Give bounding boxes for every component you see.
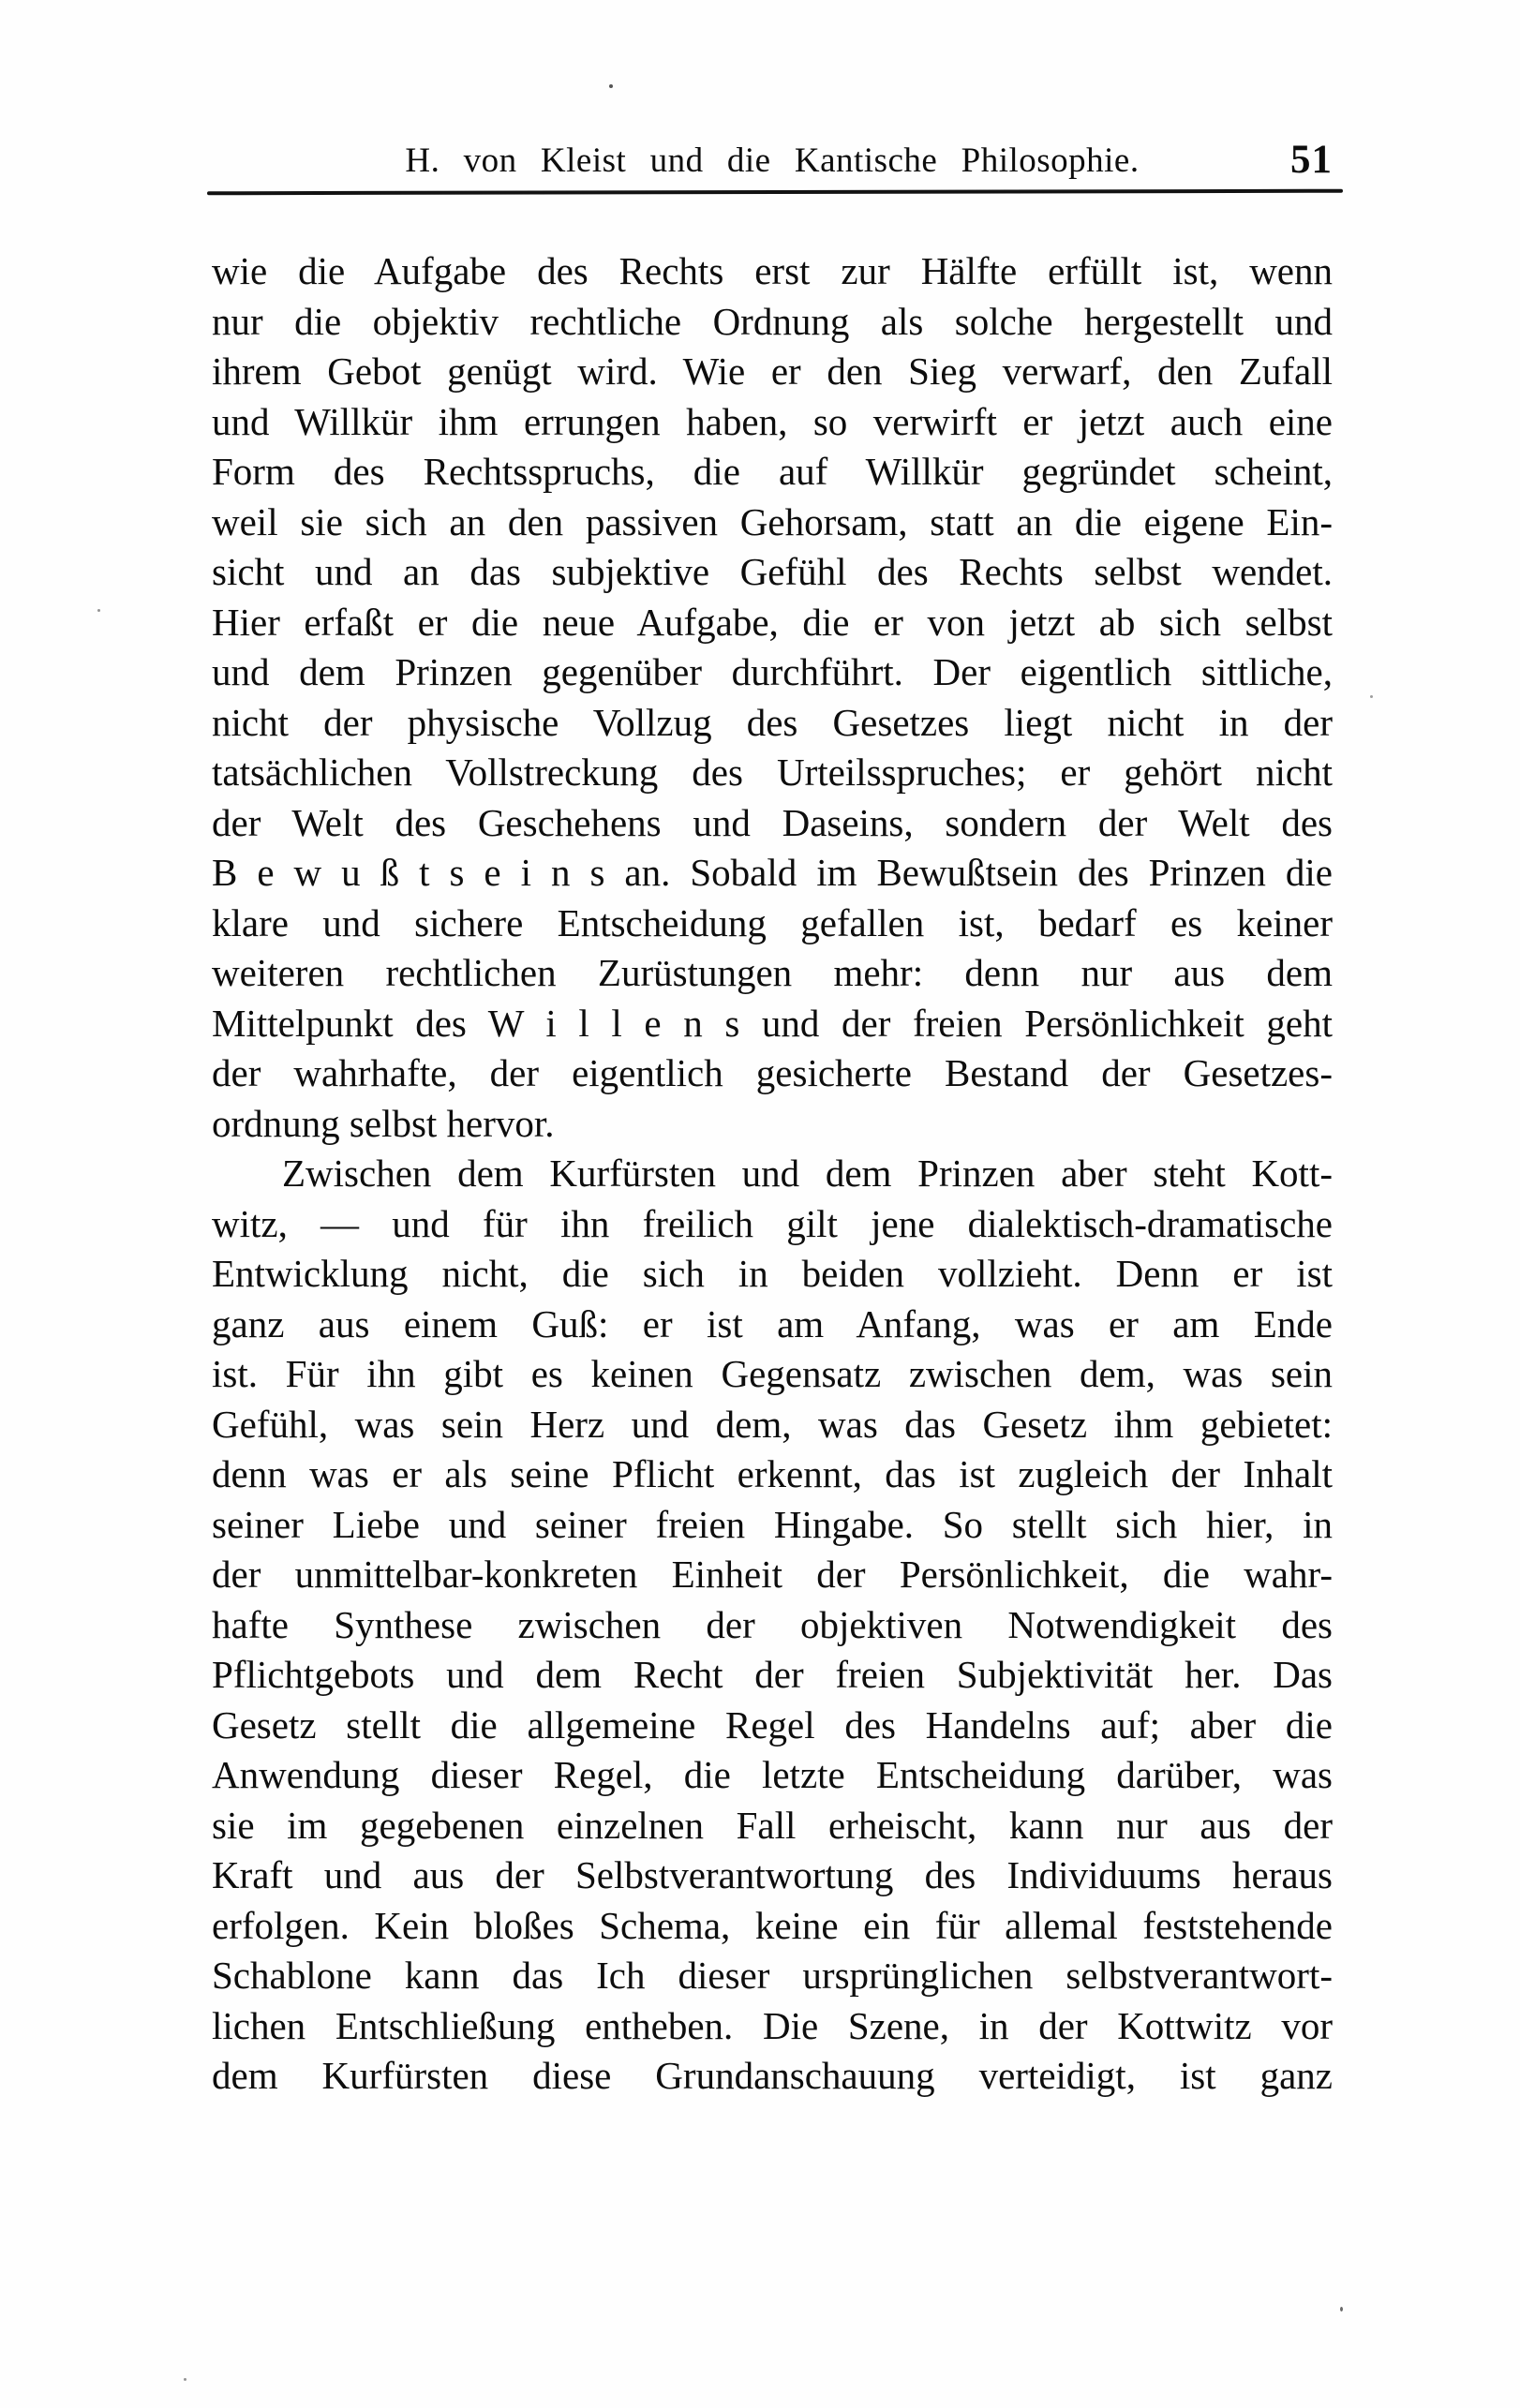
text-line: ist. Für ihn gibt es keinen Gegensatz zwischen dem, was sein: [212, 1352, 1333, 1395]
text-line: der Welt des Geschehens und Daseins, sondern der Welt des: [212, 800, 1333, 844]
text-line: Schablone kann das Ich dieser ursprünglichen selbstverantwort-: [212, 1954, 1333, 1997]
text-line: und Willkür ihm errungen haben, so verwirft er jetzt auch eine: [212, 399, 1333, 443]
page-body: [212, 246, 1333, 2102]
page-number: 51: [1290, 138, 1333, 182]
text-line: witz, — und für ihn freilich gilt jene dialektisch-dramatische: [212, 1201, 1333, 1245]
text-line: Form des Rechtsspruchs, die auf Willkür gegründet scheint,: [212, 450, 1333, 493]
text-line: ordnung selbst hervor.: [212, 1101, 555, 1145]
scan-speck: [609, 84, 613, 88]
text-line: lichen Entschließung entheben. Die Szene, in der Kottwitz vor: [212, 2003, 1333, 2047]
scan-speck: [97, 609, 100, 612]
text-line: ihrem Gebot genügt wird. Wie er den Sieg verwarf, den Zufall: [212, 349, 1333, 393]
scan-speck: [1340, 2307, 1343, 2311]
text-line: Kraft und aus der Selbstverantwortung des Individuums heraus: [212, 1853, 1333, 1896]
text-line: dem Kurfürsten diese Grundanschauung verteidigt, ist ganz: [212, 2054, 1333, 2097]
running-header-title: H. von Kleist und die Kantische Philosophie.: [405, 141, 1140, 180]
text-line: Entwicklung nicht, die sich in beiden vollzieht. Denn er ist: [212, 1252, 1333, 1295]
scan-speck: [1370, 695, 1373, 698]
text-line: sicht und an das subjektive Gefühl des Rechts selbst wendet.: [212, 550, 1333, 593]
text-line: weil sie sich an den passiven Gehorsam, statt an die eigene Ein-: [212, 499, 1333, 543]
text-line: Zwischen dem Kurfürsten und dem Prinzen aber steht Kott-: [282, 1152, 1333, 1195]
scan-speck: [184, 2378, 186, 2381]
text-line: denn was er als seine Pflicht erkennt, das ist zugleich der Inhalt: [212, 1452, 1333, 1495]
text-line: Gefühl, was sein Herz und dem, was das Gesetz ihm gebietet:: [212, 1402, 1333, 1446]
text-line: nur die objektiv rechtliche Ordnung als solche hergestellt und: [212, 299, 1333, 343]
text-line: Anwendung dieser Regel, die letzte Entscheidung darüber, was: [212, 1753, 1333, 1796]
text-line: Hier erfaßt er die neue Aufgabe, die er von jetzt ab sich selbst: [212, 600, 1333, 644]
text-line: tatsächlichen Vollstreckung des Urteilsspruches; er gehört nicht: [212, 751, 1333, 794]
text-line: klare und sichere Entscheidung gefallen ist, bedarf es keiner: [212, 900, 1333, 944]
text-line: Gesetz stellt die allgemeine Regel des Handelns auf; aber die: [212, 1702, 1333, 1747]
header-rule: [207, 189, 1343, 196]
text-line: sie im gegebenen einzelnen Fall erheischt, kann nur aus der: [212, 1803, 1333, 1847]
text-line: weiteren rechtlichen Zurüstungen mehr: denn nur aus dem: [212, 951, 1333, 994]
text-line: wie die Aufgabe des Rechts erst zur Hälfte erfüllt ist, wenn: [212, 249, 1333, 292]
text-line: der unmittelbar-konkreten Einheit der Persönlichkeit, die wahr-: [212, 1553, 1333, 1596]
text-line: der wahrhafte, der eigentlich gesicherte Bestand der Gesetzes-: [212, 1051, 1333, 1094]
text-line: nicht der physische Vollzug des Gesetzes liegt nicht in der: [212, 700, 1333, 744]
text-line: hafte Synthese zwischen der objektiven Notwendigkeit des: [212, 1602, 1333, 1646]
text-line: Pflichtgebots und dem Recht der freien Subjektivität her. Das: [212, 1653, 1333, 1696]
text-line: erfolgen. Kein bloßes Schema, keine ein für allemal feststehende: [212, 1903, 1333, 1947]
text-line: ganz aus einem Guß: er ist am Anfang, was er am Ende: [212, 1301, 1333, 1345]
text-line: seiner Liebe und seiner freien Hingabe. So stellt sich hier, in: [212, 1502, 1333, 1546]
text-line: B e w u ß t s e i n s an. Sobald im Bewußtsein des Prinzen die: [212, 851, 1333, 894]
text-line: und dem Prinzen gegenüber durchführt. Der eigentlich sittliche,: [212, 650, 1333, 693]
text-line: Mittelpunkt des W i l l e n s und der freien Persönlichkeit geht: [212, 1001, 1333, 1045]
